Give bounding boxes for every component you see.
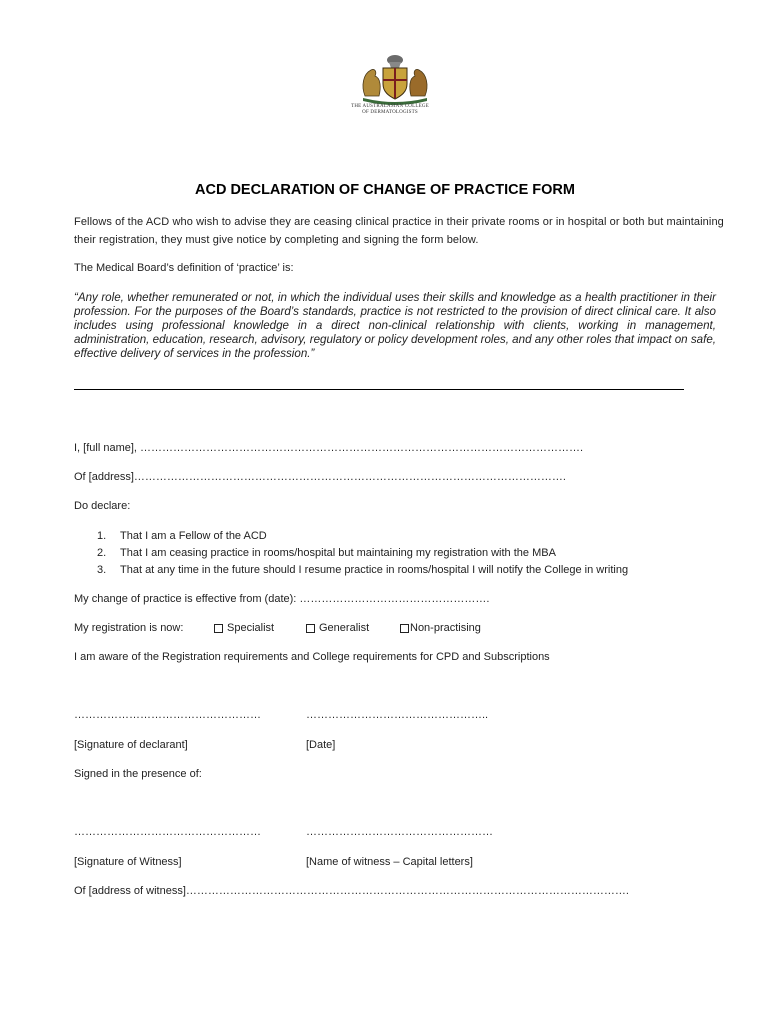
declarant-signature-line[interactable]: …………………………………………… bbox=[74, 709, 261, 721]
witness-name-line[interactable]: …………………………………………… bbox=[306, 826, 493, 838]
witness-signature-label: [Signature of Witness] bbox=[74, 856, 182, 868]
non-practising-label: Non-practising bbox=[410, 622, 481, 634]
effective-date-field[interactable]: My change of practice is effective from (date): ……………………………………………. bbox=[74, 593, 490, 605]
college-name-logo-text: THE AUSTRALASIAN COLLEGE OF DERMATOLOGISTS bbox=[351, 104, 429, 115]
generalist-checkbox[interactable] bbox=[306, 622, 369, 634]
declaration-item-2: That I am ceasing practice in rooms/hospital but maintaining my registration with the MBA bbox=[120, 547, 556, 559]
checkbox-icon bbox=[306, 624, 315, 633]
witness-signature-line[interactable]: …………………………………………… bbox=[74, 826, 261, 838]
declarant-signature-label: [Signature of declarant] bbox=[74, 739, 188, 751]
definition-quote: “Any role, whether remunerated or not, in which the individual uses their skills and knowledge as a health practitioner in their profession. For the purposes of the Board’s standards, practice is not restricted to the provision of direct clinical care. It also includes using professional knowledge in a direct non-clinical relationship with clients, working in management, administration, education, research, advisory, regulatory or policy development roles, and any other roles that impact on safe, effective delivery of services in the profession.” bbox=[74, 291, 716, 360]
form-title: ACD DECLARATION OF CHANGE OF PRACTICE FORM bbox=[195, 182, 575, 198]
registration-label: My registration is now: bbox=[74, 622, 184, 634]
signed-presence-label: Signed in the presence of: bbox=[74, 768, 202, 780]
specialist-label: Specialist bbox=[227, 622, 275, 634]
address-field[interactable]: Of [address]………………………………………………………………………………………………………. bbox=[74, 471, 566, 483]
definition-label: The Medical Board’s definition of ‘practice’ is: bbox=[74, 262, 294, 274]
declaration-number-2: 2. bbox=[97, 547, 107, 559]
declaration-item-3: That at any time in the future should I resume practice in rooms/hospital I will notify the College in writing bbox=[120, 564, 629, 576]
intro-paragraph: Fellows of the ACD who wish to advise they are ceasing clinical practice in their private rooms or in hospital or both but maintaining their registration, they must give notice by completing and signing the form below. bbox=[74, 216, 724, 246]
checkbox-icon bbox=[400, 624, 409, 633]
date-label: [Date] bbox=[306, 739, 336, 751]
specialist-checkbox[interactable] bbox=[214, 622, 274, 634]
witness-name-label: [Name of witness – Capital letters] bbox=[306, 856, 473, 868]
witness-address-field[interactable]: Of [address of witness]…………………………………………………………………………………………………………. bbox=[74, 885, 629, 897]
declaration-number-3: 3. bbox=[97, 564, 107, 576]
do-declare-label: Do declare: bbox=[74, 500, 131, 512]
date-line[interactable]: ………………………………………….. bbox=[306, 709, 489, 721]
section-divider bbox=[74, 389, 684, 390]
checkbox-icon bbox=[214, 624, 223, 633]
declaration-number-1: 1. bbox=[97, 530, 107, 542]
full-name-field[interactable]: I, [full name], …………………………………………………………………………………………………………. bbox=[74, 442, 584, 454]
generalist-label: Generalist bbox=[319, 622, 370, 634]
declaration-item-1: That I am a Fellow of the ACD bbox=[120, 530, 267, 542]
aware-statement: I am aware of the Registration requirements and College requirements for CPD and Subscriptions bbox=[74, 651, 550, 663]
non-practising-checkbox[interactable] bbox=[400, 622, 481, 634]
